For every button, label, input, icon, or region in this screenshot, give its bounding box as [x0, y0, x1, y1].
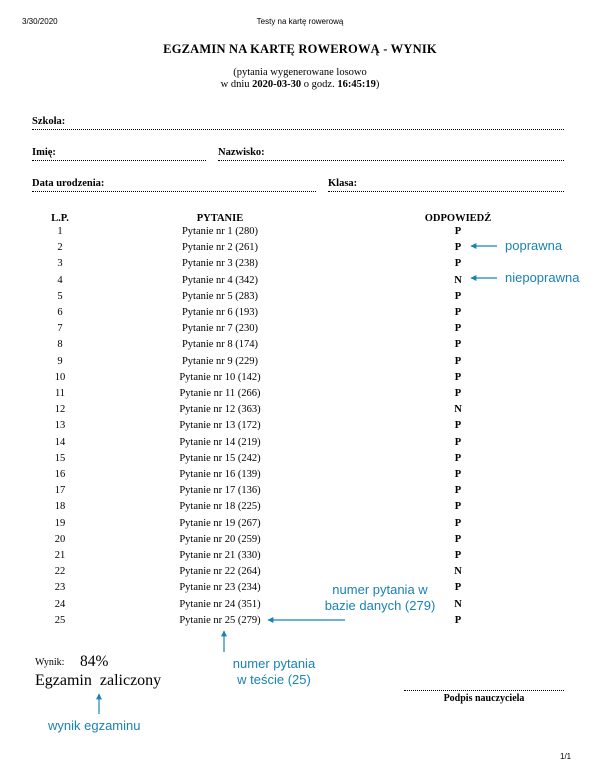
row-answer: P	[454, 501, 462, 513]
row-lp: 16	[54, 469, 66, 480]
row-lp: 4	[57, 274, 63, 286]
row-answer: P	[454, 388, 462, 399]
row-question: Pytanie nr 6 (193)	[181, 307, 259, 318]
subtitle-line1: (pytania wygenerowane losowo	[233, 67, 367, 78]
annotation-incorrect: niepoprawna	[505, 270, 580, 285]
row-answer: N	[454, 598, 462, 610]
field-last-name-label: Nazwisko:	[218, 147, 265, 158]
row-question: Pytanie nr 12 (363)	[179, 404, 261, 416]
row-answer: P	[454, 469, 462, 480]
row-lp: 25	[54, 614, 66, 626]
column-header-question: PYTANIE	[196, 213, 244, 224]
annotation-correct: poprawna	[505, 238, 563, 253]
row-lp: 14	[54, 436, 66, 448]
row-lp: 24	[54, 598, 66, 610]
field-class-label: Klasa:	[328, 178, 358, 189]
row-lp: 7	[57, 323, 63, 335]
annotation-db-number-line2: bazie danych (279)	[324, 598, 436, 613]
field-school-label: Szkoła:	[32, 116, 66, 127]
row-question: Pytanie nr 7 (230)	[181, 323, 259, 335]
row-lp: 5	[57, 290, 63, 302]
row-answer: P	[454, 517, 462, 529]
row-question: Pytanie nr 11 (266)	[179, 388, 261, 399]
header-date: 3/30/2020	[22, 17, 58, 26]
row-lp: 3	[57, 258, 63, 270]
subtitle-prefix: w dniu	[220, 79, 250, 90]
row-lp: 21	[54, 550, 66, 561]
row-answer: P	[454, 550, 462, 561]
result-score: 84%	[80, 653, 109, 670]
row-question: Pytanie nr 4 (342)	[181, 274, 259, 286]
annotation-db-number-line1: numer pytania w	[332, 582, 428, 597]
page-title: EGZAMIN NA KARTĘ ROWEROWĄ - WYNIK	[163, 42, 437, 56]
row-lp: 23	[54, 582, 66, 594]
row-question: Pytanie nr 21 (330)	[179, 550, 261, 561]
row-lp: 20	[54, 533, 66, 545]
field-birth-date-label: Data urodzenia:	[32, 178, 105, 189]
row-question: Pytanie nr 2 (261)	[181, 242, 259, 254]
field-first-name-label: Imię:	[32, 147, 56, 158]
row-answer: P	[454, 452, 462, 464]
row-answer: P	[454, 339, 462, 351]
row-question: Pytanie nr 23 (234)	[179, 582, 261, 594]
row-lp: 11	[54, 388, 66, 399]
row-question: Pytanie nr 13 (172)	[179, 420, 261, 432]
row-lp: 1	[57, 226, 63, 237]
row-answer: N	[454, 566, 462, 578]
row-answer: P	[454, 436, 462, 448]
row-question: Pytanie nr 18 (225)	[179, 501, 261, 513]
row-question: Pytanie nr 17 (136)	[179, 485, 261, 497]
row-question: Pytanie nr 5 (283)	[181, 290, 259, 302]
row-question: Pytanie nr 22 (264)	[179, 566, 261, 578]
row-lp: 8	[57, 339, 63, 351]
result-label: Wynik:	[35, 657, 65, 668]
row-answer: P	[454, 226, 462, 237]
row-lp: 19	[54, 517, 66, 529]
row-answer: P	[454, 307, 462, 318]
annotation-exam-result: wynik egzaminu	[48, 718, 141, 733]
row-lp: 12	[54, 404, 66, 416]
row-lp: 9	[57, 355, 63, 367]
row-question: Pytanie nr 19 (267)	[179, 517, 261, 529]
column-header-answer: ODPOWIEDŹ	[424, 213, 492, 224]
generation-date: 2020-03-30	[252, 79, 302, 90]
row-answer: P	[454, 355, 462, 367]
row-answer: P	[454, 290, 462, 302]
row-question: Pytanie nr 3 (238)	[181, 258, 259, 270]
row-lp: 2	[57, 242, 63, 254]
row-question: Pytanie nr 24 (351)	[179, 598, 261, 610]
annotation-test-number-line1: numer pytania	[232, 656, 316, 671]
row-answer: N	[454, 274, 462, 286]
row-lp: 18	[54, 501, 66, 513]
row-answer: P	[454, 485, 462, 497]
row-lp: 22	[54, 566, 66, 578]
row-question: Pytanie nr 1 (280)	[181, 226, 259, 237]
column-header-lp: L.P.	[51, 213, 69, 224]
header-site-title: Testy na kartę rowerową	[256, 17, 344, 26]
row-question: Pytanie nr 8 (174)	[181, 339, 259, 351]
row-lp: 15	[54, 452, 66, 464]
row-question: Pytanie nr 9 (229)	[181, 355, 259, 367]
row-question: Pytanie nr 16 (139)	[179, 469, 261, 480]
generation-time: 16:45:19	[337, 79, 376, 90]
result-status: Egzamin zaliczony	[35, 672, 162, 689]
row-question: Pytanie nr 14 (219)	[179, 436, 261, 448]
row-answer: N	[454, 404, 462, 416]
row-question: Pytanie nr 25 (279)	[179, 614, 261, 626]
row-answer: P	[454, 582, 462, 594]
subtitle-middle: o godz.	[303, 79, 335, 90]
row-question: Pytanie nr 20 (259)	[179, 533, 261, 545]
annotation-test-number-line2: w teście (25)	[237, 672, 311, 687]
row-lp: 17	[54, 485, 66, 497]
subtitle-suffix: )	[375, 79, 380, 90]
row-answer: P	[454, 242, 462, 254]
row-answer: P	[454, 533, 462, 545]
row-lp: 6	[57, 307, 63, 318]
row-lp: 10	[54, 371, 66, 383]
row-answer: P	[454, 323, 462, 335]
row-answer: P	[454, 258, 462, 270]
row-answer: P	[454, 420, 462, 432]
row-question: Pytanie nr 10 (142)	[179, 371, 261, 383]
row-answer: P	[454, 614, 462, 626]
row-lp: 13	[54, 420, 66, 432]
row-question: Pytanie nr 15 (242)	[179, 452, 261, 464]
page-number: 1/1	[560, 752, 572, 761]
signature-label: Podpis nauczyciela	[443, 693, 525, 704]
row-answer: P	[454, 371, 462, 383]
